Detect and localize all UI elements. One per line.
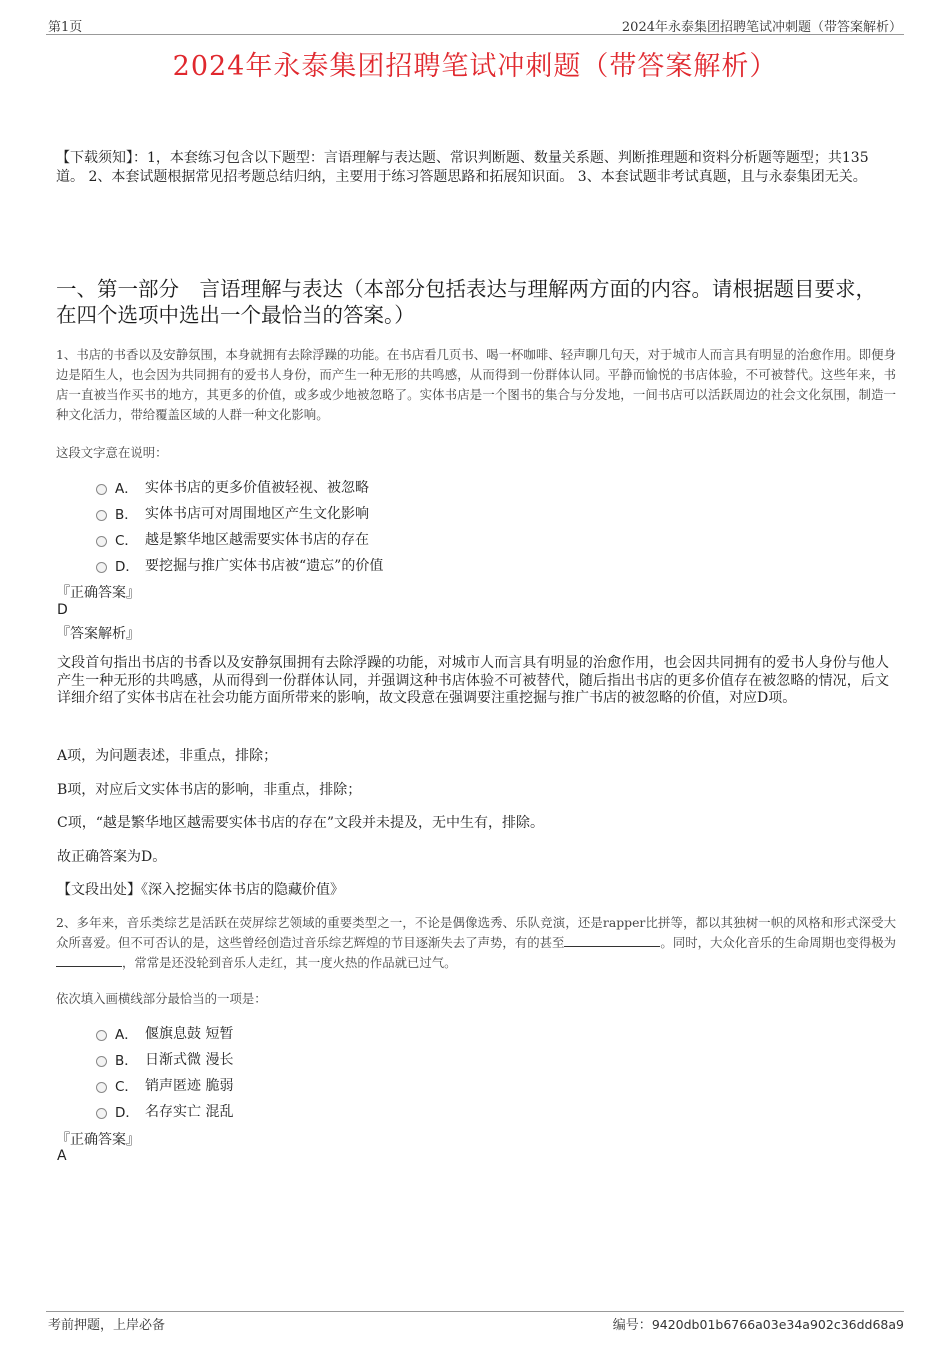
option-text: 实体书店可对周围地区产生文化影响: [145, 506, 369, 522]
header-divider: [46, 34, 904, 35]
analysis-note-a: A项，为问题表述，非重点，排除；: [57, 748, 278, 764]
radio-icon[interactable]: [96, 510, 107, 521]
radio-icon[interactable]: [96, 1056, 107, 1067]
blank-1: [564, 934, 660, 947]
option-letter: A．: [115, 481, 138, 497]
radio-icon[interactable]: [96, 1030, 107, 1041]
question-2-option-b[interactable]: [96, 1049, 233, 1069]
text-source: 【文段出处】《深入挖掘实体书店的隐藏价值》: [57, 882, 344, 898]
page-title: 2024年永泰集团招聘笔试冲刺题（带答案解析）: [172, 51, 778, 82]
radio-icon[interactable]: [96, 484, 107, 495]
analysis-conclusion: 故正确答案为D。: [57, 849, 167, 865]
analysis-note-b: B项，对应后文实体书店的影响，非重点，排除；: [57, 782, 362, 798]
option-text: 销声匿迹 脆弱: [145, 1078, 234, 1094]
option-text: 越是繁华地区越需要实体书店的存在: [145, 532, 369, 548]
question-2-stem: [56, 913, 896, 973]
radio-icon[interactable]: [96, 562, 107, 573]
option-text: 实体书店的更多价值被轻视、被忽略: [145, 480, 369, 496]
correct-answer-label: 『正确答案』: [56, 585, 140, 601]
analysis-label: 『答案解析』: [56, 626, 140, 642]
radio-icon[interactable]: [96, 1082, 107, 1093]
question-1-option-d[interactable]: [96, 555, 383, 575]
option-letter: B．: [115, 1053, 138, 1069]
option-letter: B．: [115, 507, 138, 523]
stem-part-3: ，常常是还没轮到音乐人走红，其一度火热的作品就已过气。: [122, 955, 457, 970]
footer-divider: [46, 1311, 904, 1312]
document-id-value: 9420db01b6766a03e34a902c36dd68a9: [651, 1317, 904, 1332]
option-letter: D．: [115, 1105, 139, 1121]
question-2-option-d[interactable]: [96, 1101, 233, 1121]
correct-answer-value: D: [57, 602, 68, 618]
option-letter: C．: [115, 533, 138, 549]
option-text: 名存实亡 混乱: [145, 1104, 234, 1120]
option-text: 偃旗息鼓 短暂: [145, 1026, 234, 1042]
option-text: 要挖掘与推广实体书店被“遗忘”的价值: [145, 558, 384, 574]
question-1-option-c[interactable]: [96, 529, 369, 549]
document-id: [613, 1314, 904, 1333]
question-2-option-a[interactable]: [96, 1023, 233, 1043]
radio-icon[interactable]: [96, 1108, 107, 1119]
correct-answer-label: 『正确答案』: [56, 1132, 140, 1148]
question-1-stem: 1、书店的书香以及安静氛围，本身就拥有去除浮躁的功能。在书店看几页书、喝一杯咖啡、轻声聊几句天，对于城市人而言具有明显的治愈作用。即便身边是陌生人，也会因为共同拥有的爱书人身份，而产生一种无形的共鸣感，从而得到一份群体认同。平静而愉悦的书店体验，不可被替代。这些年来，书店一直被当作买书的地方，其更多的价值，或多或少地被忽略了。实体书店是一个图书的集合与分发地，一间书店可以活跃周边的社会文化氛围，制造一种文化活力，带给覆盖区域的人群一种文化影响。: [56, 347, 896, 422]
blank-2: [56, 954, 122, 967]
radio-icon[interactable]: [96, 536, 107, 547]
question-2-prompt: 依次填入画横线部分最恰当的一项是：: [56, 991, 267, 1006]
stem-part-1: 2、多年来，音乐类综艺是活跃在荧屏综艺领域的重要类型之一，不论是偶像选秀、乐队竞演，还是rapper比拼等，都以其独树一帜的风格和形式深受大众所喜爱。但不可否认的是，这些曾经创造过音乐综艺辉煌的节目逐渐失去了声势，有的甚至: [56, 915, 896, 950]
option-letter: A．: [115, 1027, 138, 1043]
option-text: 日渐式微 漫长: [145, 1052, 234, 1068]
analysis-text: 文段首句指出书店的书香以及安静氛围拥有去除浮躁的功能，对城市人而言具有明显的治愈作用，也会因共同拥有的爱书人身份与他人产生一种无形的共鸣感，从而得到一份群体认同，并强调这种书店体验不可被替代，随后指出书店的更多价值存在被忽略的情况，后文详细介绍了实体书店在社会功能方面所带来的影响，故文段意在强调要注重挖掘与推广书店的被忽略的价值，对应D项。: [57, 655, 889, 706]
page-number: 第1页: [48, 20, 83, 35]
stem-part-2: 。同时，大众化音乐的生命周期也变得极为: [660, 935, 897, 950]
question-1-option-a[interactable]: [96, 477, 369, 497]
document-id-label: 编号：: [612, 1318, 652, 1333]
correct-answer-value: A: [57, 1148, 67, 1164]
question-2-option-c[interactable]: [96, 1075, 233, 1095]
option-letter: D．: [115, 559, 139, 575]
running-header-title: 2024年永泰集团招聘笔试冲刺题（带答案解析）: [621, 20, 902, 35]
question-1-option-b[interactable]: [96, 503, 369, 523]
footer-slogan: 考前押题，上岸必备: [48, 1318, 166, 1333]
question-1-prompt: 这段文字意在说明：: [56, 445, 168, 460]
option-letter: C．: [115, 1079, 138, 1095]
download-notice: 【下载须知】：1，本套练习包含以下题型：言语理解与表达题、常识判断题、数量关系题、判断推理题和资料分析题等题型；共135道。 2、本套试题根据常见招考题总结归纳，主要用于练习答题思路和拓展知识面。 3、本套试题非考试真题，且与永泰集团无关。: [56, 150, 869, 185]
analysis-note-c: C项，“越是繁华地区越需要实体书店的存在”文段并未提及，无中生有，排除。: [57, 815, 545, 831]
section-heading: 一、第一部分 言语理解与表达（本部分包括表达与理解两方面的内容。请根据题目要求，在四个选项中选出一个最恰当的答案。）: [56, 277, 876, 327]
